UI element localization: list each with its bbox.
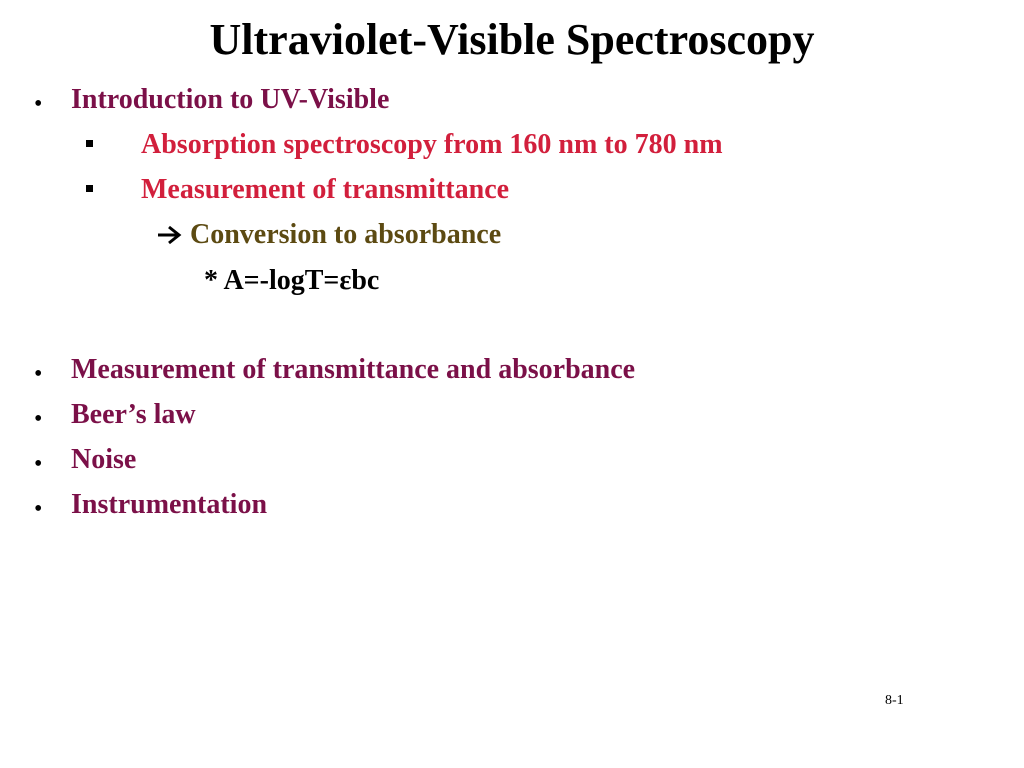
topic-item: Beer’s law bbox=[71, 399, 196, 430]
intro-label: Introduction to UV-Visible bbox=[71, 84, 390, 115]
round-bullet-icon: • bbox=[34, 91, 43, 117]
round-bullet-icon: • bbox=[34, 406, 43, 432]
square-bullet-icon bbox=[86, 185, 93, 192]
topic-item: Instrumentation bbox=[71, 489, 268, 520]
topic-item: Measurement of transmittance and absorbance bbox=[71, 354, 636, 385]
slide-title: Ultraviolet-Visible Spectroscopy bbox=[209, 15, 815, 64]
arrow-item-conversion: Conversion to absorbance bbox=[190, 219, 502, 250]
topic-item: Noise bbox=[71, 444, 137, 475]
round-bullet-icon: • bbox=[34, 361, 43, 387]
round-bullet-icon: • bbox=[34, 451, 43, 477]
sub-item-transmittance: Measurement of transmittance bbox=[141, 174, 510, 205]
round-bullet-icon: • bbox=[34, 496, 43, 522]
right-arrow-icon bbox=[156, 224, 184, 246]
square-bullet-icon bbox=[86, 140, 93, 147]
sub-item-absorption-range: Absorption spectroscopy from 160 nm to 780 nm bbox=[141, 129, 723, 160]
page-number: 8-1 bbox=[885, 693, 904, 708]
formula: * A=-logT=εbc bbox=[204, 265, 380, 296]
